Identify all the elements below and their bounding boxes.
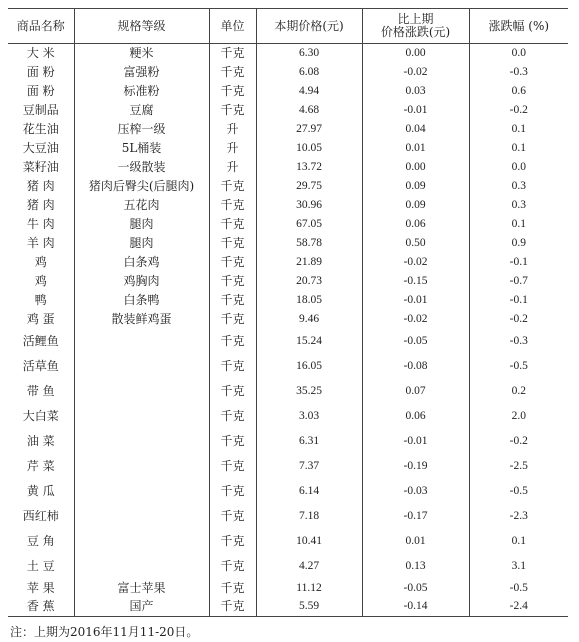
table-row xyxy=(8,63,568,82)
cell-current-price: 6.30 xyxy=(256,44,362,63)
cell-price-change: 0.06 xyxy=(362,215,469,234)
cell-current-price: 4.94 xyxy=(256,82,362,101)
cell-change-percent: 0.6 xyxy=(469,82,568,101)
cell-unit: 千克 xyxy=(209,44,256,63)
cell-unit: 千克 xyxy=(209,329,256,354)
cell-current-price: 29.75 xyxy=(256,177,362,196)
table-row xyxy=(8,354,568,379)
cell-unit: 千克 xyxy=(209,272,256,291)
price-table xyxy=(8,8,568,617)
cell-spec-grade xyxy=(74,429,209,454)
table-row xyxy=(8,429,568,454)
cell-change-percent: 0.0 xyxy=(469,158,568,177)
table-row xyxy=(8,598,568,617)
cell-unit: 千克 xyxy=(209,63,256,82)
cell-price-change: 0.50 xyxy=(362,234,469,253)
table-row xyxy=(8,529,568,554)
cell-spec-grade: 鸡胸肉 xyxy=(74,272,209,291)
cell-current-price: 58.78 xyxy=(256,234,362,253)
cell-spec-grade xyxy=(74,329,209,354)
cell-commodity-name: 大 米 xyxy=(8,44,74,63)
cell-spec-grade: 国产 xyxy=(74,598,209,617)
cell-unit: 升 xyxy=(209,158,256,177)
cell-price-change: -0.02 xyxy=(362,253,469,272)
cell-commodity-name: 面 粉 xyxy=(8,63,74,82)
cell-price-change: 0.13 xyxy=(362,554,469,579)
header-price-change: 比上期 价格涨跌(元) xyxy=(362,9,469,44)
table-row xyxy=(8,234,568,253)
cell-commodity-name: 土 豆 xyxy=(8,554,74,579)
table-row xyxy=(8,504,568,529)
cell-change-percent: 0.3 xyxy=(469,196,568,215)
cell-unit: 千克 xyxy=(209,454,256,479)
cell-current-price: 6.08 xyxy=(256,63,362,82)
table-header-row xyxy=(8,9,568,44)
cell-change-percent: 0.2 xyxy=(469,379,568,404)
cell-unit: 千克 xyxy=(209,404,256,429)
cell-spec-grade xyxy=(74,379,209,404)
cell-commodity-name: 大豆油 xyxy=(8,139,74,158)
cell-current-price: 10.05 xyxy=(256,139,362,158)
cell-price-change: -0.02 xyxy=(362,63,469,82)
cell-unit: 千克 xyxy=(209,101,256,120)
cell-current-price: 6.31 xyxy=(256,429,362,454)
cell-unit: 千克 xyxy=(209,82,256,101)
cell-change-percent: -0.5 xyxy=(469,479,568,504)
cell-current-price: 15.24 xyxy=(256,329,362,354)
cell-spec-grade: 5L桶装 xyxy=(74,139,209,158)
cell-price-change: -0.17 xyxy=(362,504,469,529)
cell-spec-grade xyxy=(74,354,209,379)
cell-change-percent: 0.1 xyxy=(469,139,568,158)
cell-commodity-name: 活鲤鱼 xyxy=(8,329,74,354)
cell-change-percent: 0.1 xyxy=(469,529,568,554)
header-current-price: 本期价格(元) xyxy=(256,9,362,44)
cell-price-change: 0.07 xyxy=(362,379,469,404)
cell-price-change: -0.05 xyxy=(362,579,469,598)
table-row xyxy=(8,196,568,215)
table-row xyxy=(8,379,568,404)
cell-current-price: 11.12 xyxy=(256,579,362,598)
cell-commodity-name: 带 鱼 xyxy=(8,379,74,404)
cell-commodity-name: 牛 肉 xyxy=(8,215,74,234)
cell-spec-grade: 腿肉 xyxy=(74,215,209,234)
cell-spec-grade: 散装鲜鸡蛋 xyxy=(74,310,209,329)
cell-change-percent: -0.2 xyxy=(469,429,568,454)
cell-spec-grade xyxy=(74,404,209,429)
cell-unit: 千克 xyxy=(209,554,256,579)
cell-commodity-name: 猪 肉 xyxy=(8,177,74,196)
cell-commodity-name: 豆 角 xyxy=(8,529,74,554)
cell-price-change: -0.02 xyxy=(362,310,469,329)
cell-change-percent: 0.1 xyxy=(469,120,568,139)
cell-commodity-name: 油 菜 xyxy=(8,429,74,454)
cell-current-price: 4.68 xyxy=(256,101,362,120)
cell-change-percent: -0.7 xyxy=(469,272,568,291)
cell-change-percent: 0.1 xyxy=(469,215,568,234)
cell-commodity-name: 香 蕉 xyxy=(8,598,74,617)
table-row xyxy=(8,177,568,196)
table-row xyxy=(8,291,568,310)
cell-current-price: 4.27 xyxy=(256,554,362,579)
table-row xyxy=(8,158,568,177)
cell-spec-grade xyxy=(74,529,209,554)
cell-price-change: -0.15 xyxy=(362,272,469,291)
cell-unit: 千克 xyxy=(209,310,256,329)
cell-commodity-name: 羊 肉 xyxy=(8,234,74,253)
cell-spec-grade: 腿肉 xyxy=(74,234,209,253)
cell-commodity-name: 豆制品 xyxy=(8,101,74,120)
cell-commodity-name: 活草鱼 xyxy=(8,354,74,379)
cell-change-percent: -2.5 xyxy=(469,454,568,479)
cell-spec-grade xyxy=(74,454,209,479)
table-body xyxy=(8,44,568,617)
cell-spec-grade xyxy=(74,479,209,504)
cell-change-percent: -0.3 xyxy=(469,329,568,354)
cell-unit: 千克 xyxy=(209,579,256,598)
cell-current-price: 30.96 xyxy=(256,196,362,215)
cell-commodity-name: 鸡 蛋 xyxy=(8,310,74,329)
cell-commodity-name: 芹 菜 xyxy=(8,454,74,479)
cell-commodity-name: 苹 果 xyxy=(8,579,74,598)
cell-change-percent: -2.3 xyxy=(469,504,568,529)
cell-price-change: 0.04 xyxy=(362,120,469,139)
table-row xyxy=(8,101,568,120)
table-row xyxy=(8,272,568,291)
cell-spec-grade: 白条鸡 xyxy=(74,253,209,272)
cell-price-change: 0.09 xyxy=(362,196,469,215)
cell-change-percent: -0.1 xyxy=(469,291,568,310)
table-row xyxy=(8,120,568,139)
cell-price-change: 0.06 xyxy=(362,404,469,429)
cell-current-price: 16.05 xyxy=(256,354,362,379)
cell-change-percent: 0.3 xyxy=(469,177,568,196)
cell-commodity-name: 鸭 xyxy=(8,291,74,310)
cell-spec-grade: 五花肉 xyxy=(74,196,209,215)
cell-spec-grade: 白条鸭 xyxy=(74,291,209,310)
cell-commodity-name: 猪 肉 xyxy=(8,196,74,215)
cell-unit: 千克 xyxy=(209,291,256,310)
cell-price-change: -0.08 xyxy=(362,354,469,379)
cell-unit: 升 xyxy=(209,139,256,158)
cell-commodity-name: 黄 瓜 xyxy=(8,479,74,504)
cell-spec-grade: 猪肉后臀尖(后腿肉) xyxy=(74,177,209,196)
header-unit: 单位 xyxy=(209,9,256,44)
cell-current-price: 3.03 xyxy=(256,404,362,429)
table-row xyxy=(8,404,568,429)
cell-change-percent: -0.5 xyxy=(469,354,568,379)
cell-current-price: 9.46 xyxy=(256,310,362,329)
cell-commodity-name: 大白菜 xyxy=(8,404,74,429)
table-row xyxy=(8,44,568,63)
cell-commodity-name: 西红柿 xyxy=(8,504,74,529)
cell-spec-grade: 一级散装 xyxy=(74,158,209,177)
cell-current-price: 67.05 xyxy=(256,215,362,234)
cell-unit: 千克 xyxy=(209,215,256,234)
cell-price-change: 0.09 xyxy=(362,177,469,196)
cell-change-percent: 0.0 xyxy=(469,44,568,63)
cell-price-change: -0.14 xyxy=(362,598,469,617)
cell-current-price: 7.37 xyxy=(256,454,362,479)
cell-current-price: 27.97 xyxy=(256,120,362,139)
cell-unit: 千克 xyxy=(209,429,256,454)
cell-current-price: 10.41 xyxy=(256,529,362,554)
cell-commodity-name: 面 粉 xyxy=(8,82,74,101)
cell-change-percent: -0.1 xyxy=(469,253,568,272)
footnote: 注：上期为2016年11月11-20日。 xyxy=(10,625,199,639)
table-row xyxy=(8,215,568,234)
table-row xyxy=(8,310,568,329)
cell-spec-grade: 粳米 xyxy=(74,44,209,63)
cell-spec-grade: 富强粉 xyxy=(74,63,209,82)
cell-current-price: 6.14 xyxy=(256,479,362,504)
cell-commodity-name: 菜籽油 xyxy=(8,158,74,177)
cell-current-price: 13.72 xyxy=(256,158,362,177)
cell-unit: 千克 xyxy=(209,253,256,272)
header-change-percent: 涨跌幅 (%) xyxy=(469,9,568,44)
cell-spec-grade: 富士苹果 xyxy=(74,579,209,598)
cell-current-price: 35.25 xyxy=(256,379,362,404)
cell-current-price: 18.05 xyxy=(256,291,362,310)
cell-change-percent: -0.5 xyxy=(469,579,568,598)
cell-spec-grade: 标准粉 xyxy=(74,82,209,101)
cell-unit: 千克 xyxy=(209,177,256,196)
cell-change-percent: 2.0 xyxy=(469,404,568,429)
table-row xyxy=(8,554,568,579)
cell-change-percent: 0.9 xyxy=(469,234,568,253)
cell-change-percent: -0.2 xyxy=(469,101,568,120)
cell-commodity-name: 鸡 xyxy=(8,253,74,272)
cell-price-change: 0.01 xyxy=(362,139,469,158)
table-row xyxy=(8,479,568,504)
cell-price-change: -0.03 xyxy=(362,479,469,504)
cell-current-price: 5.59 xyxy=(256,598,362,617)
cell-spec-grade xyxy=(74,504,209,529)
cell-unit: 千克 xyxy=(209,529,256,554)
cell-unit: 千克 xyxy=(209,379,256,404)
cell-commodity-name: 鸡 xyxy=(8,272,74,291)
cell-price-change: 0.03 xyxy=(362,82,469,101)
table-row xyxy=(8,454,568,479)
cell-spec-grade: 豆腐 xyxy=(74,101,209,120)
cell-unit: 千克 xyxy=(209,598,256,617)
cell-unit: 千克 xyxy=(209,196,256,215)
header-spec-grade: 规格等级 xyxy=(74,9,209,44)
cell-current-price: 7.18 xyxy=(256,504,362,529)
cell-unit: 升 xyxy=(209,120,256,139)
table-row xyxy=(8,82,568,101)
cell-price-change: -0.01 xyxy=(362,291,469,310)
cell-price-change: -0.01 xyxy=(362,429,469,454)
cell-spec-grade xyxy=(74,554,209,579)
cell-price-change: -0.01 xyxy=(362,101,469,120)
cell-current-price: 20.73 xyxy=(256,272,362,291)
cell-change-percent: 3.1 xyxy=(469,554,568,579)
cell-price-change: -0.19 xyxy=(362,454,469,479)
cell-price-change: 0.00 xyxy=(362,44,469,63)
cell-change-percent: -0.2 xyxy=(469,310,568,329)
cell-spec-grade: 压榨一级 xyxy=(74,120,209,139)
table-row xyxy=(8,329,568,354)
cell-change-percent: -0.3 xyxy=(469,63,568,82)
cell-change-percent: -2.4 xyxy=(469,598,568,617)
cell-price-change: 0.01 xyxy=(362,529,469,554)
header-commodity-name: 商品名称 xyxy=(8,9,74,44)
table-row xyxy=(8,139,568,158)
cell-unit: 千克 xyxy=(209,234,256,253)
table-row xyxy=(8,579,568,598)
cell-unit: 千克 xyxy=(209,504,256,529)
cell-price-change: 0.00 xyxy=(362,158,469,177)
cell-commodity-name: 花生油 xyxy=(8,120,74,139)
cell-unit: 千克 xyxy=(209,354,256,379)
table-row xyxy=(8,253,568,272)
cell-price-change: -0.05 xyxy=(362,329,469,354)
cell-current-price: 21.89 xyxy=(256,253,362,272)
cell-unit: 千克 xyxy=(209,479,256,504)
